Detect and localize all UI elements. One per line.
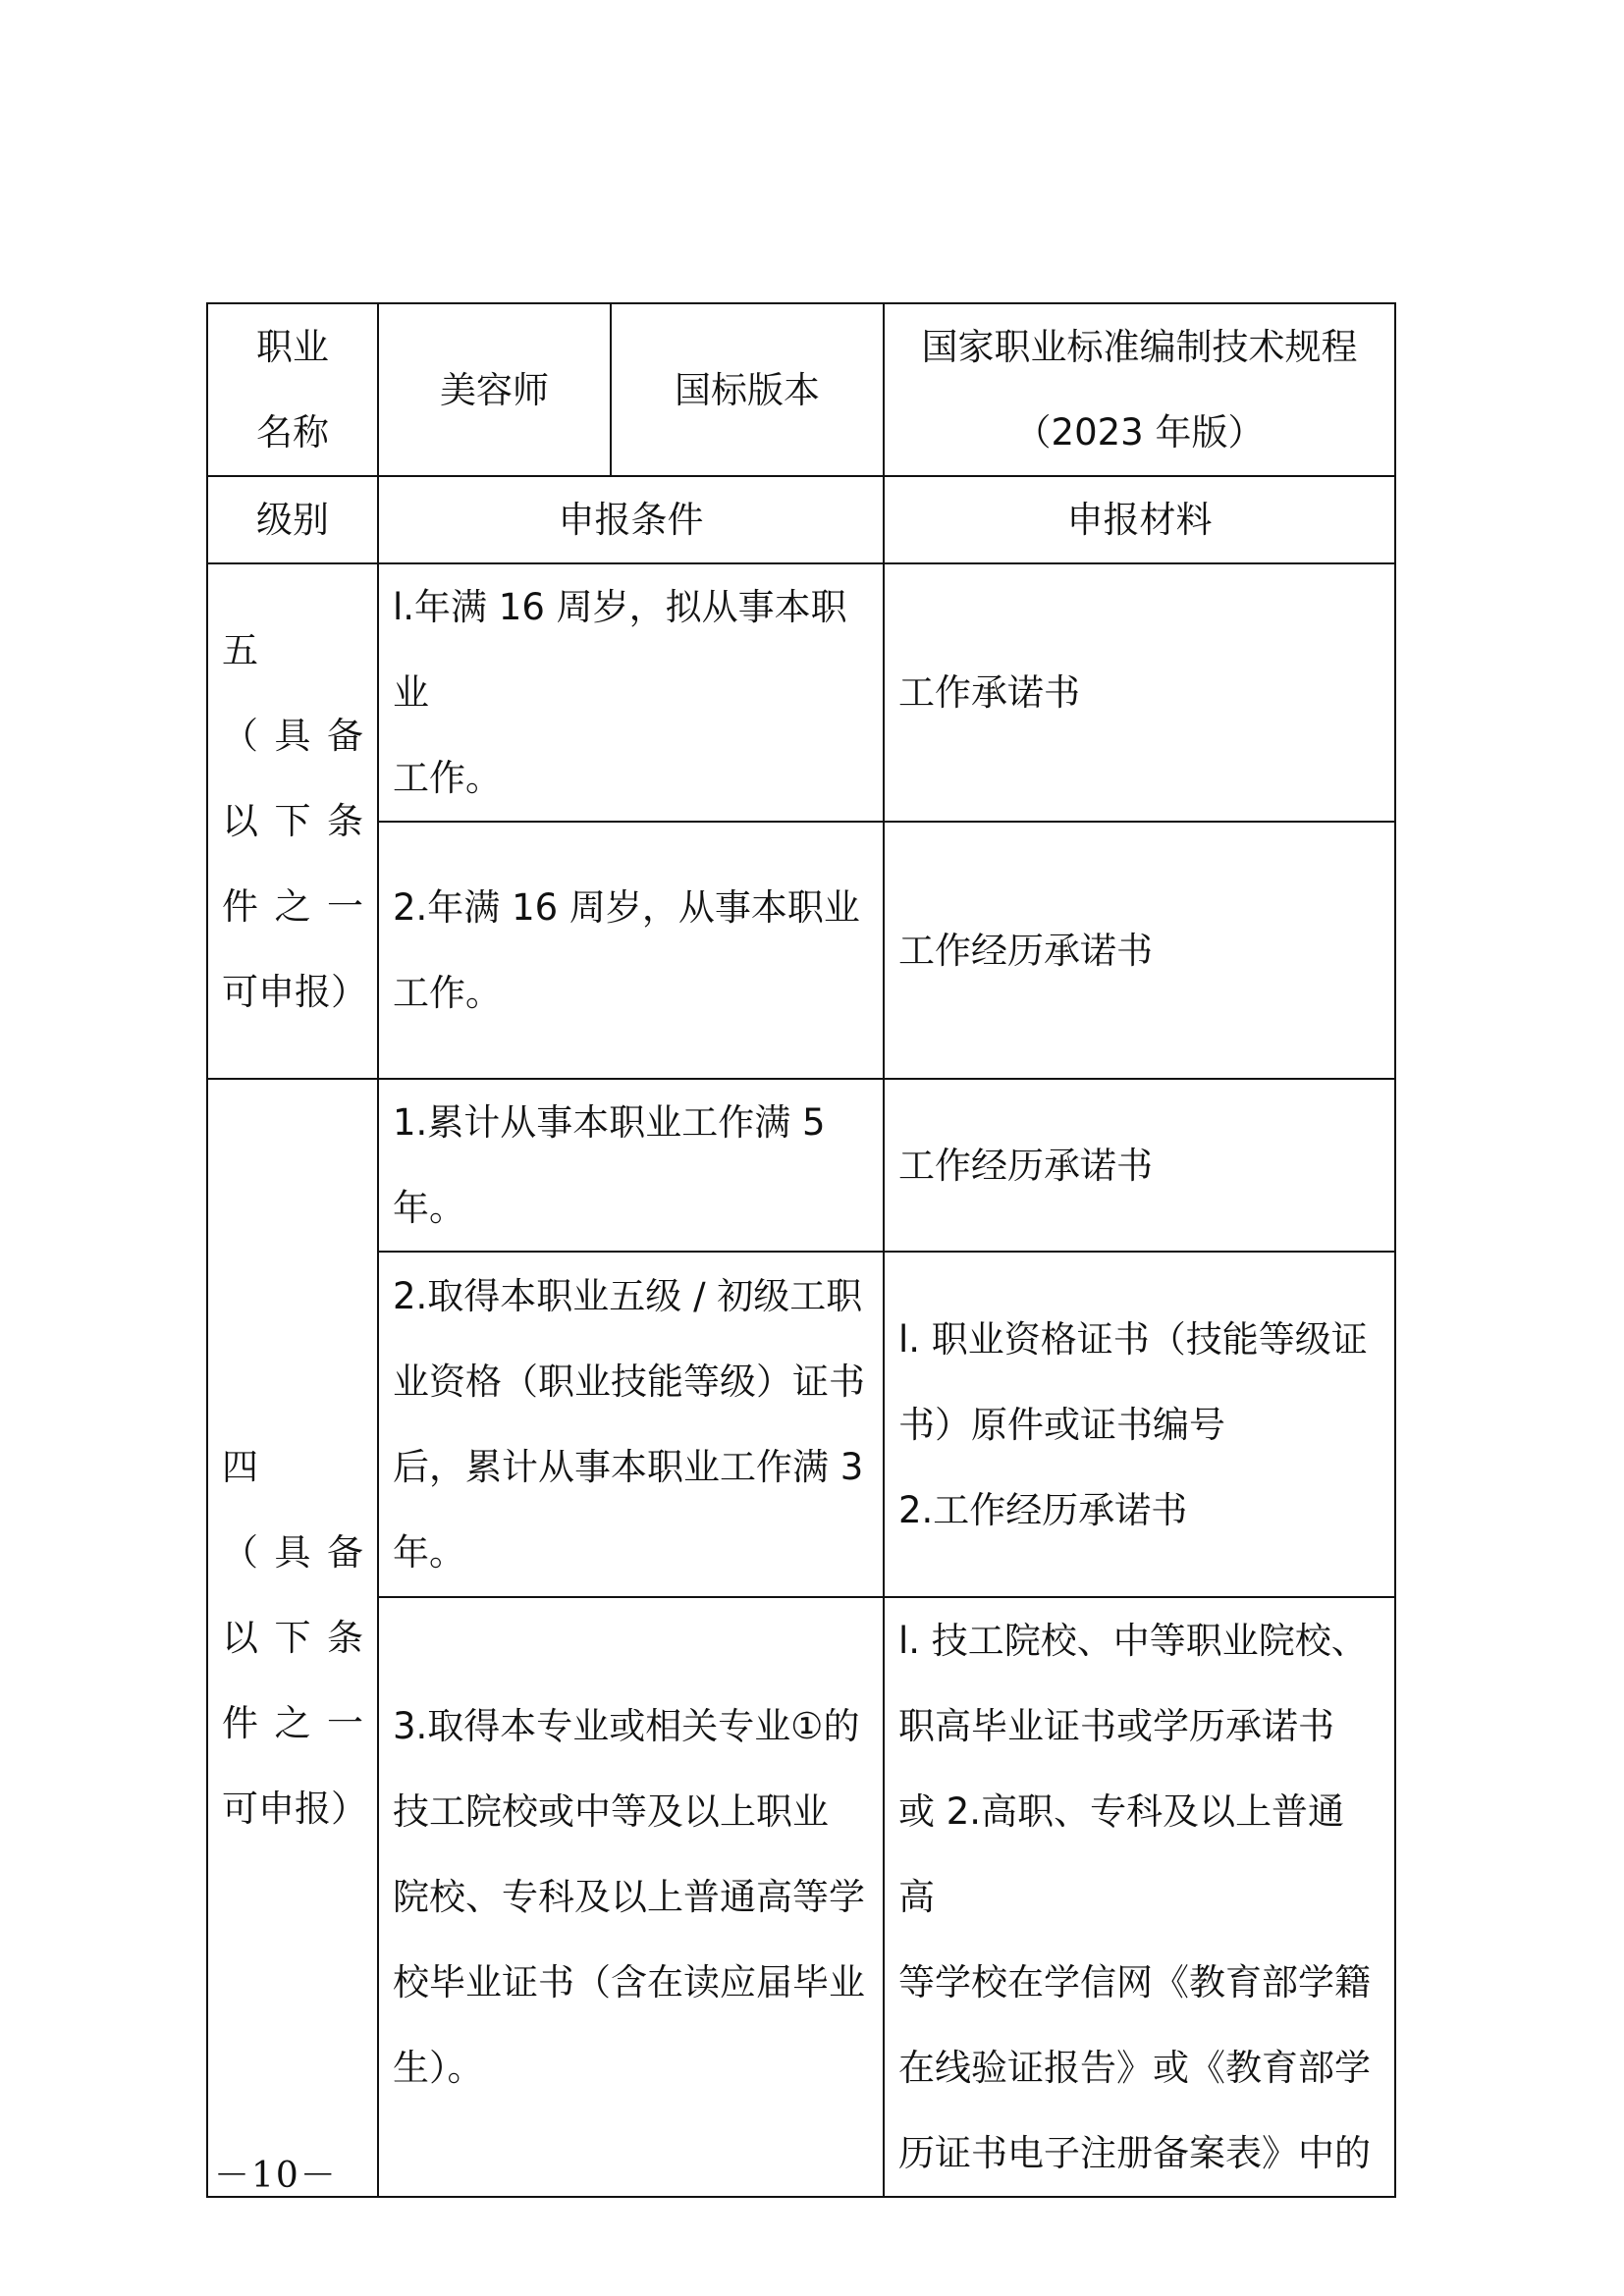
material-line: 在线验证报告》或《教育部学 bbox=[898, 2047, 1371, 2089]
occupation-name-cell bbox=[378, 303, 611, 476]
condition-cell bbox=[378, 1597, 884, 2197]
condition-line: 1.累计从事本职业工作满 5 bbox=[393, 1101, 826, 1144]
condition-line: 工作。 bbox=[393, 757, 502, 799]
material-cell bbox=[884, 1597, 1395, 2197]
level-4-line: （具备 bbox=[222, 1531, 363, 1574]
condition-cell bbox=[378, 563, 884, 822]
condition-line: l.年满 16 周岁，拟从事本职业 bbox=[393, 586, 847, 714]
material-line: 或 2.高职、专科及以上普通高 bbox=[898, 1790, 1345, 1918]
occupation-label-cell bbox=[207, 303, 378, 476]
column-title-materials: 申报材料 bbox=[884, 476, 1395, 563]
level-5-line: 以下条 bbox=[222, 800, 363, 842]
level-4-line: 可申报） bbox=[222, 1788, 367, 1830]
material-line: l. 职业资格证书（技能等级证 bbox=[898, 1317, 1368, 1361]
condition-line: 校毕业证书（含在读应届毕业 bbox=[393, 1961, 865, 2003]
table-row bbox=[207, 822, 1395, 1079]
table-header-row bbox=[207, 303, 1395, 476]
condition-line: 生）。 bbox=[393, 2047, 484, 2089]
table-row bbox=[207, 563, 1395, 822]
table-row bbox=[207, 1597, 1395, 2197]
material-cell bbox=[884, 1252, 1395, 1597]
level-5-line: （具备 bbox=[222, 715, 363, 757]
condition-line: 年。 bbox=[393, 1531, 465, 1574]
condition-line: 2.取得本职业五级 / 初级工职 bbox=[393, 1275, 863, 1317]
standard-line: （2023 年版） bbox=[1014, 411, 1265, 454]
level-5-line: 件之一 bbox=[222, 885, 363, 928]
material-line: 工作经历承诺书 bbox=[898, 929, 1153, 972]
column-title-level: 级别 bbox=[207, 476, 378, 563]
condition-line: 院校、专科及以上普通高等学 bbox=[393, 1876, 865, 1918]
level-4-line: 件之一 bbox=[222, 1702, 363, 1744]
occupation-label-line: 职业 bbox=[256, 326, 329, 368]
condition-line: 技工院校或中等及以上职业 bbox=[393, 1790, 829, 1833]
condition-cell bbox=[378, 1079, 884, 1252]
material-line: 工作承诺书 bbox=[898, 671, 1080, 714]
table-row bbox=[207, 1079, 1395, 1252]
condition-line: 年。 bbox=[393, 1187, 465, 1229]
condition-line: 业资格（职业技能等级）证书 bbox=[393, 1361, 865, 1403]
level-5-line: 五 bbox=[222, 629, 258, 671]
condition-line: 3.取得本专业或相关专业①的 bbox=[393, 1705, 860, 1747]
material-cell bbox=[884, 822, 1395, 1079]
version-cell bbox=[611, 303, 884, 476]
material-line: 工作经历承诺书 bbox=[898, 1144, 1153, 1187]
material-line: 职高毕业证书或学历承诺书 bbox=[898, 1705, 1334, 1747]
standard-line: 国家职业标准编制技术规程 bbox=[921, 326, 1358, 368]
column-title-conditions: 申报条件 bbox=[378, 476, 884, 563]
page-number: －10－ bbox=[214, 2156, 338, 2196]
material-cell bbox=[884, 563, 1395, 822]
level-4-cell bbox=[207, 1079, 378, 2197]
table-row bbox=[207, 1252, 1395, 1597]
condition-line: 后，累计从事本职业工作满 3 bbox=[393, 1446, 864, 1488]
standard-cell bbox=[884, 303, 1395, 476]
level-4-line: 以下条 bbox=[222, 1617, 363, 1659]
material-line: l. 技工院校、中等职业院校、 bbox=[898, 1620, 1368, 1662]
application-conditions-table bbox=[206, 302, 1396, 2198]
condition-line: 工作。 bbox=[393, 972, 502, 1014]
material-line: 2.工作经历承诺书 bbox=[898, 1488, 1188, 1531]
material-line: 等学校在学信网《教育部学籍 bbox=[898, 1961, 1371, 2003]
level-5-cell bbox=[207, 563, 378, 1079]
condition-cell bbox=[378, 822, 884, 1079]
occupation-label-line: 名称 bbox=[256, 411, 329, 454]
version-label: 国标版本 bbox=[675, 368, 820, 411]
level-5-line: 可申报） bbox=[222, 971, 367, 1013]
condition-cell bbox=[378, 1252, 884, 1597]
column-title-row bbox=[207, 476, 1395, 563]
level-4-line: 四 bbox=[222, 1446, 258, 1488]
condition-line: 2.年满 16 周岁，从事本职业 bbox=[393, 886, 860, 929]
occupation-name: 美容师 bbox=[440, 368, 549, 411]
material-cell bbox=[884, 1079, 1395, 1252]
material-line: 书）原件或证书编号 bbox=[898, 1403, 1225, 1446]
material-line: 历证书电子注册备案表》中的 bbox=[898, 2132, 1371, 2174]
